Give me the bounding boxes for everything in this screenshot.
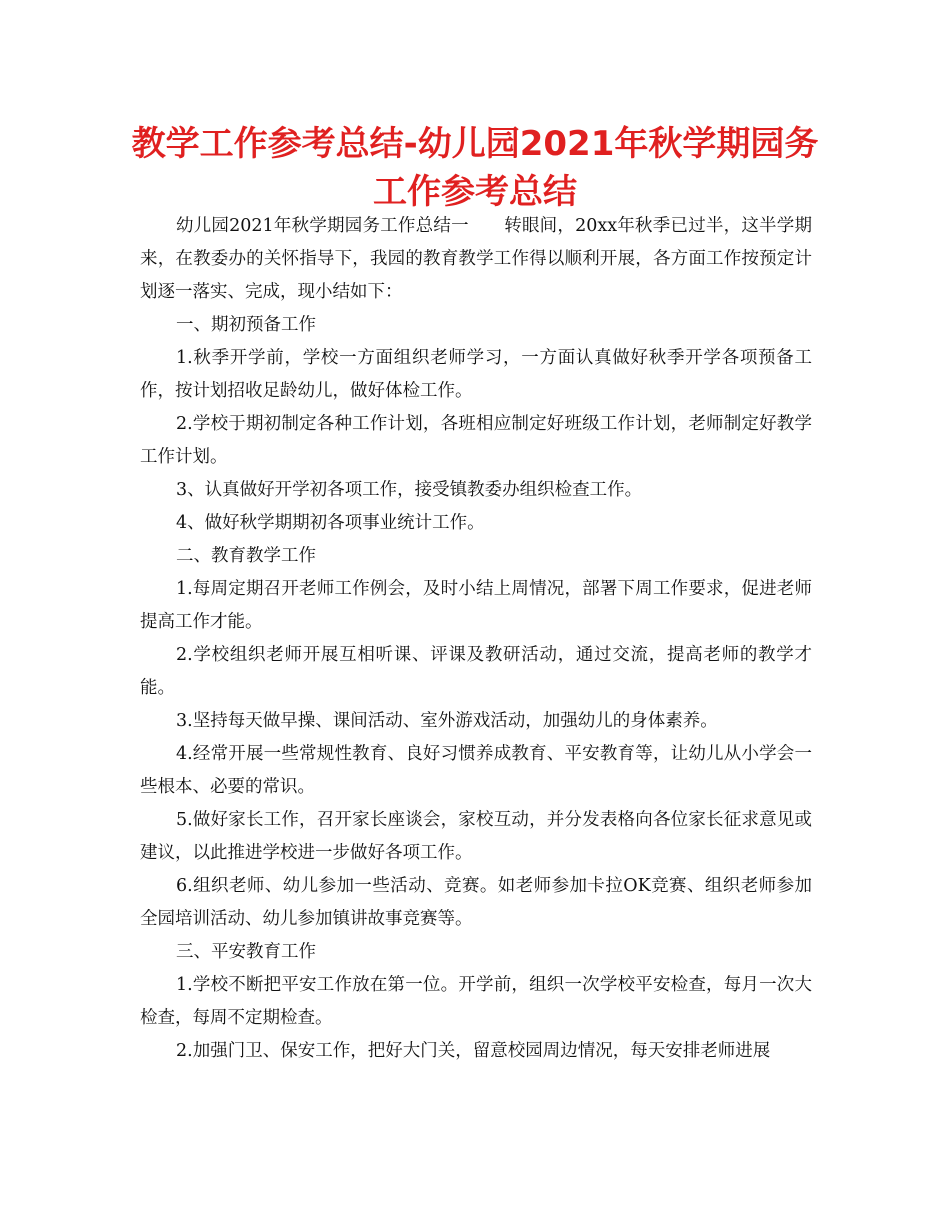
document-title: 教学工作参考总结-幼儿园2021年秋学期园务工作参考总结 (131, 124, 819, 212)
paragraph: 6.组织老师、幼儿参加一些活动、竞赛。如老师参加卡拉OK竞赛、组织老师参加全园培训活动、幼儿参加镇讲故事竞赛等。 (140, 876, 812, 929)
paragraph: 3、认真做好开学初各项工作，接受镇教委办组织检查工作。 (176, 480, 643, 500)
paragraph: 5.做好家长工作，召开家长座谈会，家校互动，并分发表格向各位家长征求意见或建议，以此推进学校进一步做好各项工作。 (140, 810, 812, 863)
paragraph: 1.每周定期召开老师工作例会，及时小结上周情况，部署下周工作要求，促进老师提高工作才能。 (140, 579, 812, 632)
paragraph: 2.学校组织老师开展互相听课、评课及教研活动，通过交流，提高老师的教学才能。 (140, 645, 812, 698)
paragraph: 1.学校不断把平安工作放在第一位。开学前，组织一次学校平安检查，每月一次大检查，每周不定期检查。 (140, 975, 812, 1028)
paragraph-intro: 幼儿园2021年秋学期园务工作总结一 转眼间，20xx年秋季已过半，这半学期来，在教委办的关怀指导下，我园的教育教学工作得以顺利开展，各方面工作按预定计划逐一落实、完成，现小结如下： (140, 216, 812, 302)
document-body (140, 210, 812, 1068)
section-heading-3: 三、平安教育工作 (176, 942, 316, 962)
paragraph: 4、做好秋学期期初各项事业统计工作。 (176, 513, 485, 533)
paragraph: 2.加强门卫、保安工作，把好大门关，留意校园周边情况，每天安排老师进展 (176, 1041, 771, 1061)
paragraph: 4.经常开展一些常规性教育、良好习惯养成教育、平安教育等，让幼儿从小学会一些根本、必要的常识。 (140, 744, 812, 797)
paragraph: 3.坚持每天做早操、课间活动、室外游戏活动，加强幼儿的身体素养。 (176, 711, 718, 731)
paragraph: 1.秋季开学前，学校一方面组织老师学习，一方面认真做好秋季开学各项预备工作，按计划招收足龄幼儿，做好体检工作。 (140, 348, 812, 401)
paragraph: 2.学校于期初制定各种工作计划，各班相应制定好班级工作计划，老师制定好教学工作计划。 (140, 414, 812, 467)
section-heading-1: 一、期初预备工作 (176, 315, 316, 335)
section-heading-2: 二、教育教学工作 (176, 546, 316, 566)
